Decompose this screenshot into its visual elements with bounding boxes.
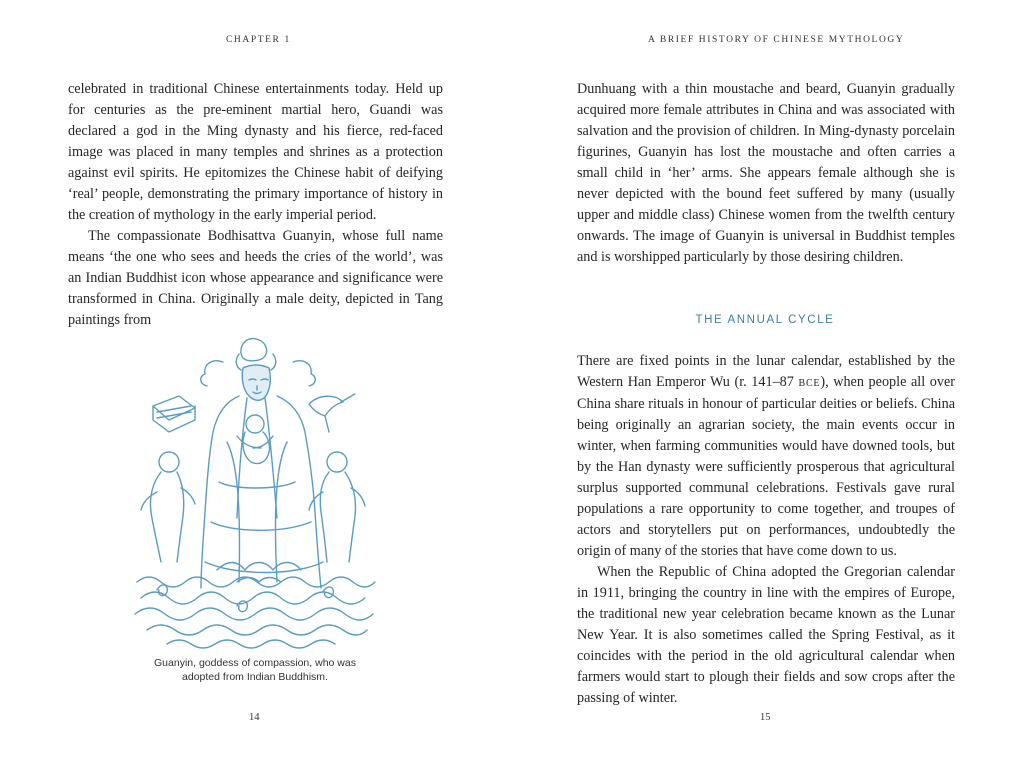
right-body-text-bottom <box>577 351 955 709</box>
caption-line-1: Guanyin, goddess of compassion, who was <box>154 657 356 669</box>
right-paragraph-1: Dunhuang with a thin moustache and beard, Guanyin gradually acquired more female attributes in China and was associated with salvation and the provision of children. In Ming-dynasty porcelain figurines, Guanyin has lost the moustache and often carries a small child in ‘her’ arms. She appears female although she is never depicted with the bound feet suffered by many (usually upper and middle class) Chinese women from the twelfth century onwards. The image of Guanyin is universal in Buddhist temples and is worshipped particularly by those desiring children. <box>577 81 955 265</box>
page-number-left: 14 <box>249 712 260 723</box>
section-heading: THE ANNUAL CYCLE <box>695 314 835 326</box>
paragraph-2-start: There are fixed points in the lunar calendar, established by the Western Han Emperor Wu (r. 141–87 <box>577 353 955 390</box>
right-page <box>510 0 1020 775</box>
left-paragraph-1: celebrated in traditional Chinese entertainments today. Held up for centuries as the pre-eminent martial hero, Guandi was declared a god in the Ming dynasty and his fierce, red-faced image was placed in many temples and shrines as a protection against evil spirits. He epitomizes the Chinese habit of deifying ‘real’ people, demonstrating the primary importance of history in the creation of mythology in the early imperial period. <box>68 81 443 223</box>
running-head-right: A BRIEF HISTORY OF CHINESE MYTHOLOGY <box>648 35 905 45</box>
era-abbreviation: BCE <box>798 378 821 389</box>
right-body-text-top <box>577 79 955 268</box>
left-paragraph-2: The compassionate Bodhisattva Guanyin, whose full name means ‘the one who sees and heeds the cries of the world’, was an Indian Buddhist icon whose appearance and significance were transformed in China. Originally a male deity, depicted in Tang paintings from <box>68 228 443 328</box>
illustration-caption <box>118 656 392 684</box>
right-paragraph-2 <box>577 351 955 562</box>
guanyin-illustration <box>127 332 383 650</box>
running-head-left: CHAPTER 1 <box>226 35 291 45</box>
page-number-right: 15 <box>760 712 771 723</box>
paragraph-2-rest: ), when people all over China share rituals in honour of particular deities or beliefs. China being originally an agrarian society, the main events occur in winter, when farming communities would have downed tools, but by the Han dynasty were sufficiently prosperous that agricultural surplus supported communal celebrations. Festivals gave rural populations a rare opportunity to come together, and troupes of actors and storytellers put on performances, undoubtedly the origin of many of the stories that have come down to us. <box>577 374 955 559</box>
right-paragraph-3: When the Republic of China adopted the Gregorian calendar in 1911, bringing the country in line with the empires of Europe, the traditional new year celebration became known as the Lunar New Year. It is also sometimes called the Spring Festival, as it coincides with the period in the old agricultural calendar when farmers would start to plough their fields and sow crops after the passing of winter. <box>577 564 955 706</box>
caption-line-2: adopted from Indian Buddhism. <box>182 671 328 683</box>
left-body-text <box>68 79 443 331</box>
